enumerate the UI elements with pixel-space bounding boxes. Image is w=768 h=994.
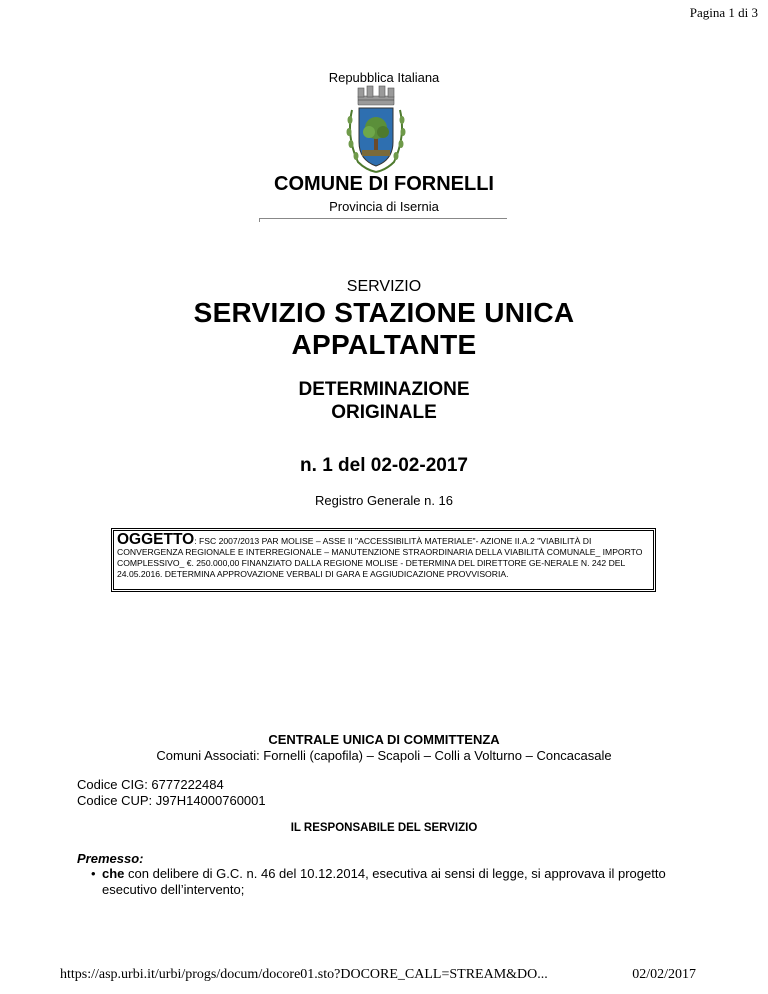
- codice-cup: Codice CUP: J97H14000760001: [77, 793, 266, 808]
- determination-type: [0, 378, 768, 424]
- municipal-emblem: [344, 84, 408, 176]
- bullet-icon: •: [91, 866, 96, 881]
- determination-type-line-2: ORIGINALE: [331, 402, 437, 423]
- header-divider-tick: [259, 218, 260, 222]
- bullet-text: con delibere di G.C. n. 46 del 10.12.2014, esecutiva ai sensi di legge, si approvava il progetto esecutivo dell’intervento;: [102, 866, 666, 897]
- page-indicator: Pagina 1 di 3: [689, 5, 758, 20]
- premesso-heading: Premesso:: [77, 851, 144, 866]
- service-name-line-1: SERVIZIO STAZIONE UNICA: [193, 297, 575, 328]
- registro-generale: Registro Generale n. 16: [314, 493, 454, 508]
- oggetto-text: : FSC 2007/2013 PAR MOLISE – ASSE II "ACCESSIBILITÀ MATERIALE"- AZIONE II.A.2 "VIABILITÀ DI CONVERGENZA REGIONALE E INTERREGIONALE – MANUTENZIONE STRAORDINARIA DELLA VIABILITÀ COMUNALE_ IMPORTO COMPLESSIVO_ €. 250.000,00 FINANZIATO DALLA REGIONE MOLISE - DETERMINA DEL DIRETTORE GE-NERALE N. 242 DEL 24.05.2016. DETERMINA APPROVAZIONE VERBALI DI GARA E AGGIUDICAZIONE PROVVISORIA.: [117, 536, 643, 579]
- header-divider: [259, 218, 507, 219]
- bullet-lead: che: [102, 866, 125, 881]
- responsabile-heading: IL RESPONSABILE DEL SERVIZIO: [290, 822, 478, 834]
- provincia-label: Provincia di Isernia: [329, 199, 439, 214]
- determination-number: n. 1 del 02-02-2017: [300, 455, 468, 476]
- service-name: [0, 297, 768, 361]
- cuc-title: CENTRALE UNICA DI COMMITTENZA: [268, 732, 500, 747]
- service-name-line-2: APPALTANTE: [291, 329, 477, 360]
- oggetto-box: [111, 528, 656, 592]
- service-label: SERVIZIO: [346, 278, 422, 295]
- list-item: [102, 866, 692, 898]
- republic-label: Repubblica Italiana: [328, 70, 440, 85]
- cuc-members: Comuni Associati: Fornelli (capofila) – Scapoli – Colli a Volturno – Concacasale: [156, 748, 612, 763]
- codice-cig: Codice CIG: 6777222484: [77, 777, 224, 792]
- oggetto-label: OGGETTO: [117, 531, 195, 548]
- footer-url: https://asp.urbi.it/urbi/progs/docum/docore01.sto?DOCORE_CALL=STREAM&DO...: [60, 967, 548, 982]
- determination-type-line-1: DETERMINAZIONE: [298, 379, 470, 400]
- crown-icon: [358, 86, 394, 105]
- comune-title: COMUNE DI FORNELLI: [274, 173, 494, 195]
- footer-date: 02/02/2017: [632, 967, 696, 982]
